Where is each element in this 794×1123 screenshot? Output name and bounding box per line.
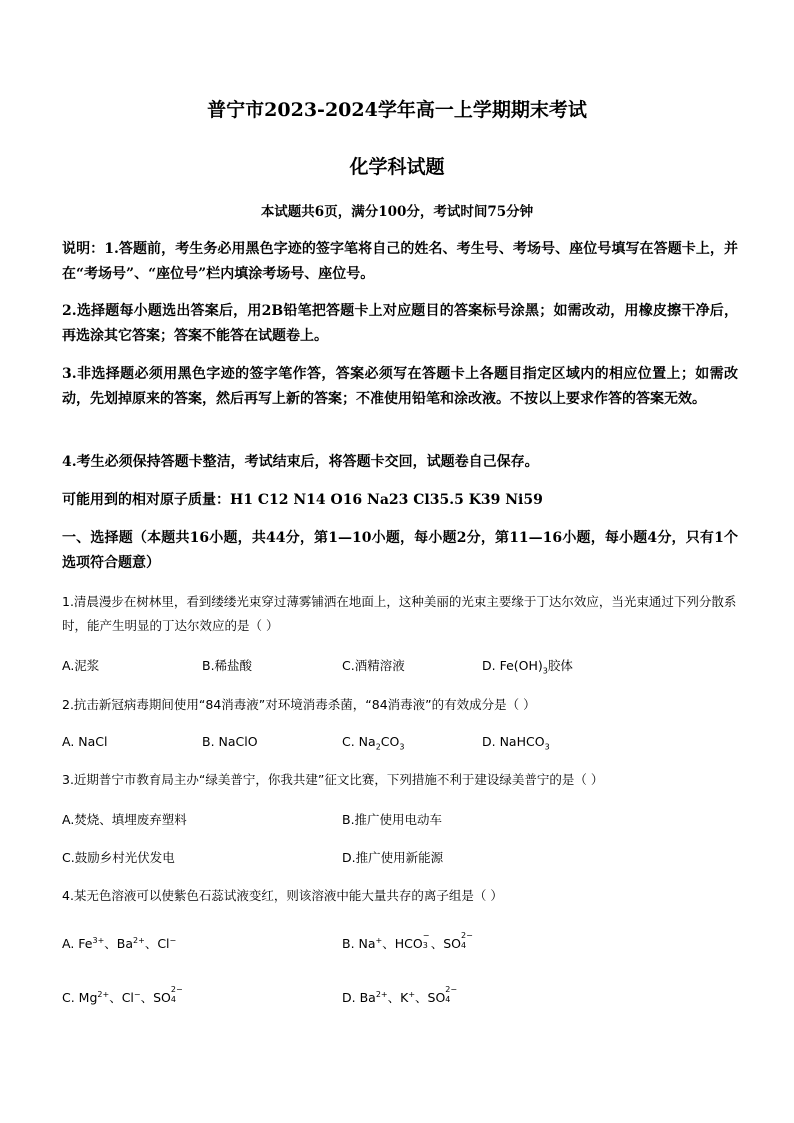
q2-option-b: B. NaClO bbox=[202, 734, 258, 749]
q1-option-d: D. $Fe(OH)_3$胶体 bbox=[482, 658, 573, 676]
question-1-stem: 1.清晨漫步在树林里，看到缕缕光束穿过薄雾铺洒在地面上，这种美丽的光束主要缘于丁达尔效应，当光束通过下列分散系时，能产生明显的丁达尔效应的是（ ） bbox=[62, 594, 737, 633]
exam-info: 本试题共6页，满分100分，考试时间75分钟 bbox=[260, 204, 534, 220]
instruction-1: 说明：1.答题前，考生务必用黑色字迹的签字笔将自己的姓名、考生号、考场号、座位号填写在答题卡上，并在“考场号”、“座位号”栏内填涂考场号、座位号。 bbox=[62, 241, 738, 282]
q3-option-c: C.鼓励乡村光伏发电 bbox=[62, 850, 175, 865]
question-4-options-row1 bbox=[62, 931, 738, 954]
q3-option-b: B.推广使用电动车 bbox=[342, 812, 443, 827]
atomic-masses: 可能用到的相对原子质量：H1 C12 N14 O16 Na23 Cl35.5 K39 Ni59 bbox=[62, 492, 543, 508]
q1-option-c: C.酒精溶液 bbox=[342, 658, 405, 673]
q4-option-b: B. Na+、HCO − 3 、SO 2− 4 bbox=[342, 931, 473, 951]
exam-subtitle: 化学科试题 bbox=[349, 156, 445, 178]
question-3-options-row1 bbox=[62, 810, 738, 830]
instruction-3: 3.非选择题必须用黑色字迹的签字笔作答，答案必须写在答题卡上各题目指定区域内的相应位置上；如需改动，先划掉原来的答案，然后再写上新的答案；不准使用铅笔和涂改液。不按以上要求作答的答案无效。 bbox=[62, 366, 738, 407]
section-heading: 一、选择题（本题共16小题，共44分，第1—10小题，每小题2分，第11—16小题，每小题4分，只有1个选项符合题意） bbox=[62, 530, 738, 571]
question-3-stem: 3.近期普宁市教育局主办“绿美普宁，你我共建”征文比赛，下列措施不利于建设绿美普宁的是（ ） bbox=[62, 772, 604, 787]
instruction-2: 2.选择题每小题选出答案后，用2B铅笔把答题卡上对应题目的答案标号涂黑；如需改动，用橡皮擦干净后，再选涂其它答案；答案不能答在试题卷上。 bbox=[62, 303, 738, 344]
q3-option-d: D.推广使用新能源 bbox=[342, 850, 444, 865]
q4-option-a: A. $Fe^{3+}$、$Ba^{2+}$、Cl− bbox=[62, 935, 177, 951]
question-2-stem: 2.抗击新冠病毒期间使用“84消毒液”对环境消毒杀菌，“84消毒液”的有效成分是（ ） bbox=[62, 697, 536, 712]
q2-option-d: D. NaHCO$_3$ bbox=[482, 734, 550, 752]
q4-option-d: D. $Ba^{2+}$、K+、SO 2− 4 bbox=[342, 985, 458, 1005]
question-3-options-row2 bbox=[62, 848, 738, 868]
q2-option-c: C. $Na_2CO_3$ bbox=[342, 734, 405, 752]
q1-option-a: A.泥浆 bbox=[62, 658, 100, 673]
question-2-options bbox=[62, 734, 738, 754]
q3-option-a: A.焚烧、填埋废弃塑料 bbox=[62, 812, 187, 827]
q4-option-c: C. $Mg^{2+}$、Cl−、SO 2− 4 bbox=[62, 985, 183, 1005]
question-1-options bbox=[62, 656, 738, 676]
instruction-4: 4.考生必须保持答题卡整洁，考试结束后，将答题卡交回，试题卷自己保存。 bbox=[62, 454, 539, 470]
question-4-stem: 4.某无色溶液可以使紫色石蕊试液变红，则该溶液中能大量共存的离子组是（ ） bbox=[62, 888, 503, 903]
exam-title: 普宁市2023-2024学年高一上学期期末考试 bbox=[207, 99, 587, 121]
q2-option-a: A. NaCl bbox=[62, 734, 108, 749]
question-4-options-row2 bbox=[62, 985, 738, 1008]
q1-option-b: B.稀盐酸 bbox=[202, 658, 253, 673]
